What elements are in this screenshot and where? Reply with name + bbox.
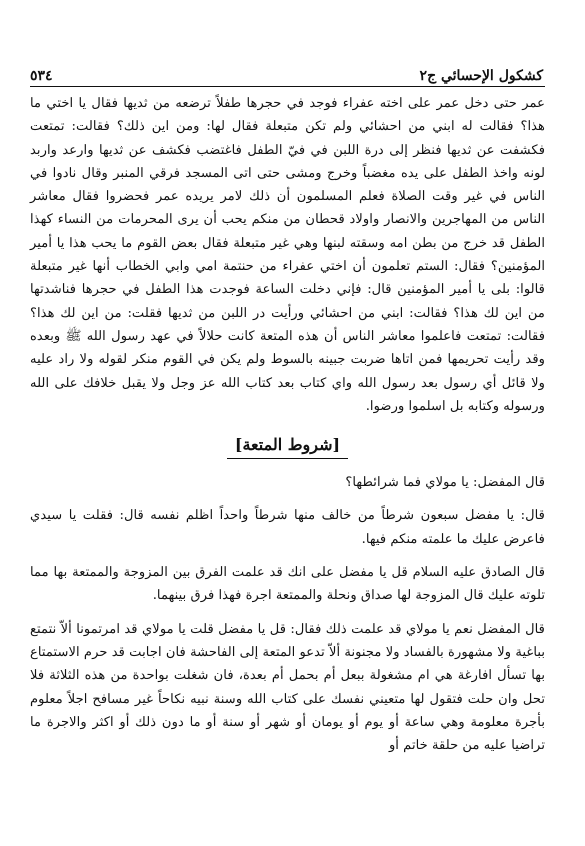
section-heading [30,432,545,459]
section-heading-text: [شروط المتعة] [227,432,348,459]
paragraph: قال: يا مفضل سبعون شرطاً من خالف منها شرطاً واحداً اظلم نفسه قال: فقلت يا سيدي فاعرض عليك ما علمته منكم فيها. [30,508,545,547]
paragraph: قال الصادق عليه السلام قل يا مفضل على انك قد علمت الفرق بين المزوجة والممتعة بها مما تلوته عليك قال المزوجة لها صداق ونحلة والممتعة اجرة فهذا فرق بينهما. [30,565,545,604]
page-number: ٥٣٤ [30,68,53,84]
page-body [30,92,545,757]
paragraph: قال المفضل نعم يا مولاي قد علمت ذلك فقال: قل يا مفضل قلت يا مولاي قد امرتمونا ألاّ نتمتع بباغية ولا مشهورة بالفساد ولا مجنونة ألاّ تدعو المتعة إلى الفاحشة فان اجابت قد حرم الاستمتاع بها تسأل افارغة هي ام مشغولة ببعل أم بحمل أم بعدة، فان شغلت بواحدة من هذه الثلاثة فلا تحل وان حلت فتقول لها متعيني نفسك على كتاب الله وسنة نبيه نكاحاً غير مسافح اجلاً معلوم بأجرة معلومة وهي ساعة أو يوم أو يومان أو شهر أو سنة أو ما دون ذلك أو اكثر والاجرة ما تراضيا عليه من حلقة خاتم أو [30,621,545,754]
header-divider [30,86,545,87]
book-title: كشكول الإحسائي ج٢ [419,68,543,84]
paragraph: قال المفضل: يا مولاي فما شرائطها؟ [345,475,545,491]
paragraph: عمر حتى دخل عمر على اخته عفراء فوجد في حجرها طفلاً ترضعه من ثديها فقال يا اختي ما هذا؟ فقالت له ابني من احشائي ولم تكن متبعلة فقال لها: ومن اين ذلك؟ فقالت: تمتعت فكشفت عن ثديها فنظر إلى درة اللبن في فيّ الطفل فاغتضب فكشف عن ثديها وارعد واربد لونه واخذ الطفل على يده مغضباً وخرج ومشى حتى اتى المسجد فرقي المنبر وقال نادوا في الناس في غير وقت الصلاة فعلم المسلمون أن ذلك لامر يريده عمر فحضروا فقال معاشر الناس من المهاجرين والانصار واولاد قحطان من منكم يحب أن يرى المحرمات من النساء كهذا الطفل قد خرج من بطن امه وسقته لبنها وهي غير متبعلة فقال بعض القوم ما يحب هذا يا أمير المؤمنين؟ فقال: الستم تعلمون أن اختي عفراء من حنتمة امي وابي الخطاب أنها غير متبعلة قالوا: بلى يا أمير المؤمنين قال: فإني دخلت الساعة فوجدت هذا الطفل في حجرها فناشدتها من اين لك هذا؟ فقالت: ابني من احشائي ورأيت در اللبن من ثديها فقلت: من اين لك هذا؟ فقالت: تمتعت فاعلموا معاشر الناس أن هذه المتعة كانت حلالاً في عهد رسول الله ﷺ وبعده وقد رأيت تحريمها فمن اتاها ضربت جبينه بالسوط ولم يكن في القوم منكر لقوله ولا راد عليه ولا قائل أي رسول بعد رسول الله واي كتاب بعد كتاب الله عز وجل ولا يقبل خلافك على الله ورسوله وكتابه بل اسلموا ورضوا. [30,96,545,414]
running-header [30,58,543,84]
